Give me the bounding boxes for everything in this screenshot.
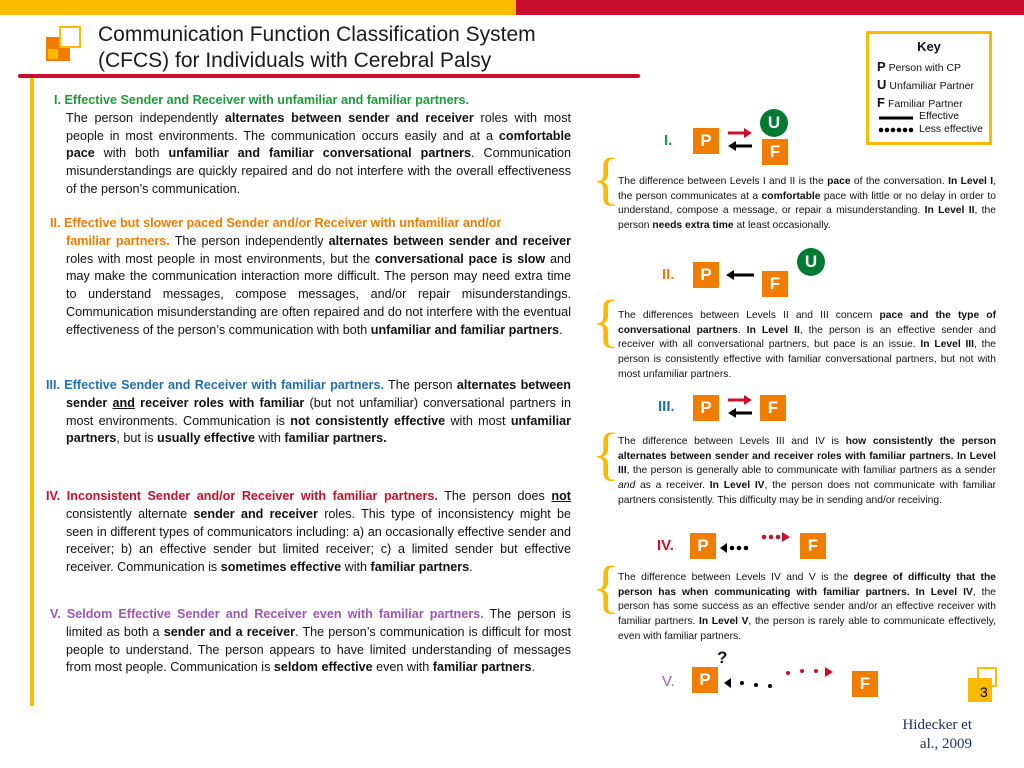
note-text: The difference between Levels I and II is the	[618, 176, 828, 187]
level-3-bold: familiar partners.	[284, 431, 387, 446]
level-5-description	[46, 606, 571, 677]
level-3-bold: alternates between sender	[66, 378, 571, 410]
brace-icon: {	[592, 554, 620, 619]
level-5-bold: familiar partners	[432, 660, 532, 675]
level-5-bold: sender and a receiver	[163, 624, 296, 639]
level-4-underline: not	[551, 489, 571, 503]
logo-icon	[46, 27, 80, 61]
person-box: P	[690, 533, 716, 559]
level-3-bold: not consistently effective	[290, 413, 446, 428]
note-bold: pace and the type of conversational partners	[618, 310, 996, 336]
level-5-bold: seldom effective	[273, 660, 373, 675]
level-3-bold: usually effective	[157, 431, 256, 446]
note-bold: In Level III	[920, 339, 975, 351]
level-4-text: with	[341, 560, 371, 575]
level-3-body	[46, 377, 571, 448]
note-bold: comfortable	[761, 190, 821, 202]
left-vertical-rule	[30, 78, 34, 706]
note-bold: In Level II	[924, 205, 975, 217]
title-line-2: (CFCS) for Individuals with Cerebral Palsy	[98, 49, 492, 72]
page-number: 3	[980, 684, 988, 700]
note-text: , the person is an effective sender and receiver with all conversational partners, but pace is an issue.	[618, 324, 996, 351]
key-less-effective: Less effective	[919, 123, 984, 135]
level-2-text: .	[559, 322, 563, 337]
key-row-p	[877, 59, 961, 74]
note-text: , the person has some success as an effective sender and/or an effective receiver with familiar partners.	[618, 586, 996, 628]
level-3-underline: and	[112, 395, 135, 410]
level-3-text: , but is	[116, 431, 158, 446]
key-effective: Effective	[919, 110, 960, 122]
level-4-bold: sender and receiver	[193, 506, 318, 521]
note-bold: In Level III	[618, 450, 996, 477]
level-4-text: consistently alternate	[66, 506, 194, 521]
note-text: of the conversation.	[850, 176, 949, 187]
level-5-text: .	[531, 660, 535, 675]
top-bar-red	[516, 0, 1024, 15]
note-bold: pace	[827, 176, 851, 187]
note-text: pace with little or no delay in order to understand, compose a message, or repair a misunderstanding.	[618, 190, 996, 217]
level-2-bold: alternates between sender and receiver	[328, 233, 571, 248]
level-3-text: (but not unfamiliar) conversational partners in most environments. Communication is	[66, 395, 571, 428]
level-1-text: . Communication misunderstandings are quickly repaired and do not interfere with the overall effectiveness of the person’s communication.	[66, 146, 572, 196]
title-underline	[18, 74, 640, 78]
key-text: Familiar Partner	[887, 98, 963, 110]
citation-line-1: Hidecker et	[902, 717, 972, 733]
level-2-heading: II. Effective but slower paced Sender and/or Receiver with unfamiliar and/or	[50, 216, 502, 230]
level-4-body	[46, 488, 571, 577]
person-box: P	[693, 395, 719, 421]
note-text: , the person does not communicate with familiar partners consistently. This difficulty may be in sending and/or receiving.	[618, 480, 996, 506]
level-4-description	[46, 488, 571, 577]
person-box: P	[693, 262, 719, 288]
brace-icon: {	[592, 421, 620, 486]
inconsistent-arrows-icon	[718, 530, 798, 556]
familiar-partner-box: F	[760, 395, 786, 421]
level-1-text: The person independently	[66, 110, 225, 125]
seldom-effective-arrows-icon	[722, 664, 838, 692]
level-4-bold: familiar partners	[370, 560, 470, 575]
note-text: as a receiver.	[635, 480, 710, 492]
two-way-arrow-icon	[726, 395, 754, 419]
key-text: Unfamiliar Partner	[889, 80, 975, 92]
top-bar-yellow	[0, 0, 516, 15]
key-letter: U	[877, 77, 887, 92]
familiar-partner-box: F	[762, 139, 788, 165]
brace-icon: {	[592, 288, 620, 353]
level-5-text: . The person’s communication is difficult for most people to understand. The person appears to have limited understanding of messages from most people. Communication is	[66, 624, 571, 675]
note-bold: In Level IV	[915, 586, 973, 598]
diagram-label-4: IV.	[657, 537, 674, 554]
note-text: , the person is consistently effective with familiar conversational partners, but not with most unfamiliar partners.	[618, 339, 996, 380]
level-2-description	[46, 215, 571, 340]
note-bold: In Level II	[746, 324, 800, 336]
level-1-text: with both	[94, 146, 169, 161]
note-text: The difference between Levels IV and V is the	[618, 572, 854, 583]
unfamiliar-partner-circle: U	[797, 248, 825, 276]
brace-icon: {	[592, 146, 620, 211]
note-text: , the person is generally able to communicate with familiar partners as a sender	[626, 465, 996, 477]
note-4	[618, 571, 996, 645]
note-italic: and	[618, 480, 636, 492]
level-3-bold: unfamiliar partners	[66, 413, 571, 446]
diagram-label-1: I.	[664, 132, 673, 149]
familiar-partner-box: F	[800, 533, 826, 559]
note-text: The differences between Levels II and III concern	[618, 310, 880, 321]
level-3-heading: III. Effective Sender and Receiver with familiar partners.	[46, 378, 384, 392]
level-1-text: roles with most people in most environments. The communication occurs easily and at a	[66, 110, 571, 143]
level-5-text: even with	[372, 660, 433, 675]
level-1-description	[46, 92, 571, 199]
level-3-bold: receiver roles with familiar	[134, 395, 305, 410]
level-2-text: The person independently	[169, 233, 329, 248]
level-1-body	[46, 110, 571, 199]
level-3-text: with	[255, 431, 285, 446]
level-3-text: The person	[383, 378, 457, 392]
two-way-arrow-icon	[726, 128, 754, 152]
note-bold: degree of difficulty that the person has when communicating with familiar partners.	[618, 572, 997, 598]
citation	[820, 716, 972, 754]
question-mark: ?	[717, 648, 728, 667]
level-4-text: .	[469, 560, 473, 575]
diagram-label-2: II.	[662, 266, 675, 283]
note-text: .	[737, 324, 747, 336]
key-text: Person with CP	[888, 62, 962, 74]
note-bold: In Level IV	[709, 480, 765, 492]
note-text: , the person	[618, 205, 996, 232]
key-row-f	[877, 95, 963, 110]
key-title: Key	[917, 39, 941, 54]
key-legend	[866, 31, 992, 145]
level-4-text: The person does	[437, 489, 552, 503]
note-3	[618, 435, 996, 509]
note-text: , the person communicates at a	[618, 176, 996, 202]
level-3-description	[46, 377, 571, 448]
level-1-bold: unfamiliar and familiar conversational partners	[168, 146, 472, 161]
note-bold: In Level I	[948, 176, 994, 187]
level-3-text: with most	[445, 413, 511, 428]
level-5-body	[46, 606, 571, 677]
level-2-text: roles with most people in most environments, but the	[66, 251, 375, 266]
note-text: The difference between Levels III and IV is	[618, 436, 846, 447]
level-2-heading-cont: familiar partners.	[66, 233, 170, 248]
level-4-text: roles. This type of inconsistency might be seen in different types of communicators including: a) an occasionally effective sender and receiver; b) an effective sender but limited receiver; c) a limited sender but effective receiver. Communication is	[66, 506, 571, 575]
level-2-text: and may make the communication interaction more difficult. The person may need extra time to understand messages, compose messages, and/or repair misunderstandings. Communication misunderstanding are often repaired and do not interfere with the eventual effectiveness of the person’s communication with both	[66, 251, 572, 337]
level-2-body	[46, 233, 571, 340]
note-bold: how consistently the person alternates between sender and receiver roles with familiar partners.	[618, 436, 996, 462]
note-text: at least occasionally.	[733, 220, 831, 232]
citation-line-2: al., 2009	[919, 736, 972, 752]
level-5-text: The person is limited as both a	[66, 607, 571, 639]
level-4-bold: sometimes effective	[220, 560, 342, 575]
note-bold: needs extra time	[652, 220, 734, 232]
unfamiliar-partner-circle: U	[760, 109, 788, 137]
familiar-partner-box: F	[762, 271, 788, 297]
key-row-u	[877, 77, 974, 92]
diagram-label-5: V.	[662, 673, 675, 690]
familiar-partner-box: F	[852, 671, 878, 697]
note-text: , the person is rarely able to communicate effectively, even with familiar partners.	[618, 616, 996, 642]
level-2-bold: unfamiliar and familiar partners	[370, 322, 560, 337]
level-1-heading: I. Effective Sender and Receiver with unfamiliar and familiar partners.	[54, 93, 470, 107]
slow-arrow-icon	[724, 268, 756, 282]
level-5-heading: V. Seldom Effective Sender and Receiver even with familiar partners.	[50, 607, 484, 621]
level-1-bold: alternates between sender and receiver	[224, 110, 474, 125]
person-box: P	[693, 128, 719, 154]
note-1	[618, 175, 996, 234]
title-line-1: Communication Function Classification System	[98, 23, 536, 46]
note-bold: In Level V	[698, 616, 749, 628]
level-1-bold: comfortable pace	[66, 128, 571, 161]
diagram-label-3: III.	[658, 398, 675, 415]
note-2	[618, 309, 996, 383]
level-2-bold: conversational pace is slow	[374, 251, 546, 266]
person-box: P	[692, 667, 718, 693]
page-title	[98, 22, 618, 74]
key-letter: F	[877, 95, 885, 110]
key-letter: P	[877, 59, 886, 74]
level-4-heading: IV. Inconsistent Sender and/or Receiver with familiar partners.	[46, 489, 438, 503]
key-line-icons	[877, 114, 917, 138]
